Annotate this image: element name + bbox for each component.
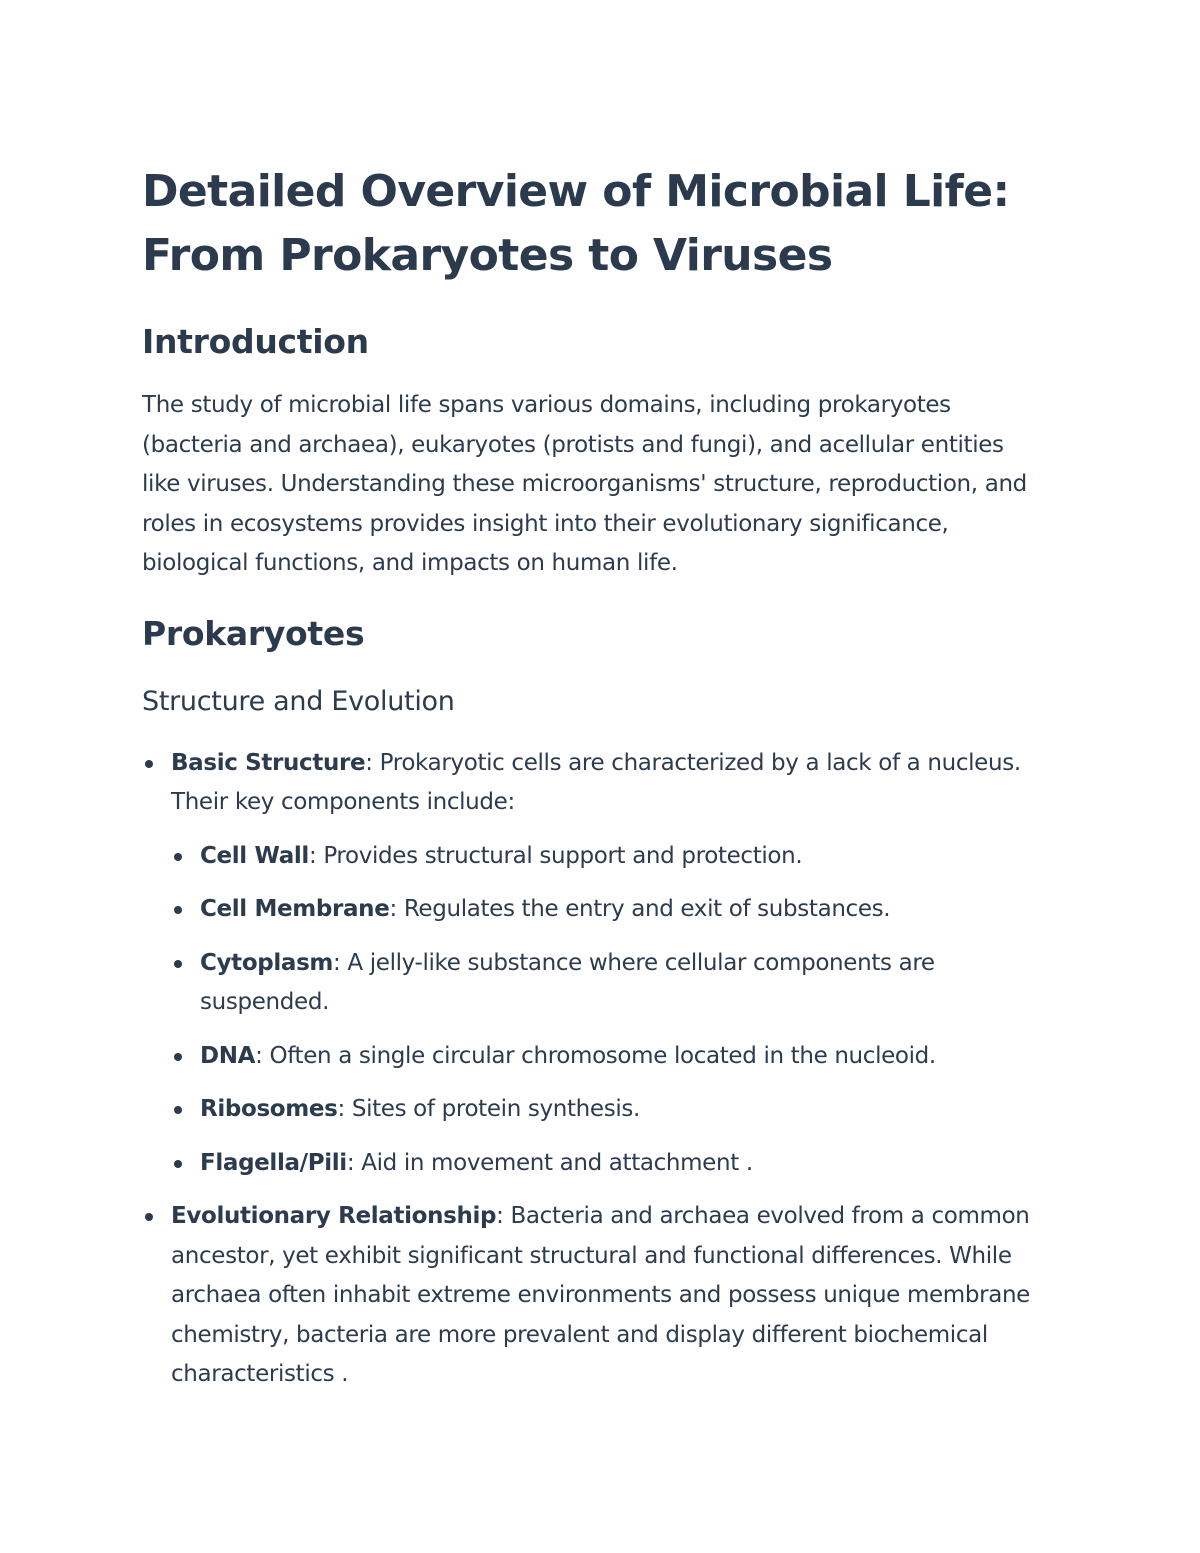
list-item-ribosomes — [171, 1090, 1042, 1130]
document-page — [142, 160, 1042, 1409]
document-title — [142, 160, 1042, 288]
flagella-pili-text: : Aid in movement and attachment . — [346, 1149, 753, 1176]
list-item-flagella-pili — [171, 1144, 1042, 1184]
term-evolutionary-relationship: Evolutionary Relationship — [171, 1203, 497, 1229]
list-item-basic-structure — [142, 744, 1042, 1184]
ribosomes-text: : Sites of protein synthesis. — [337, 1096, 640, 1122]
cell-wall-text: : Provides structural support and protection. — [308, 842, 803, 869]
title-line-1: Detailed Overview of Microbial Life: — [142, 166, 1010, 217]
bullet-icon — [145, 760, 153, 768]
term-flagella-pili: Flagella/Pili — [200, 1149, 347, 1176]
list-item-cell-membrane — [171, 890, 1042, 930]
term-cell-wall: Cell Wall — [200, 842, 309, 869]
list-item-cytoplasm — [171, 944, 1042, 1023]
prokaryotes-heading: Prokaryotes — [142, 613, 365, 653]
evolutionary-relationship-text: : Bacteria and archaea evolved from a common ancestor, yet exhibit significant structural and functional differences. While archaea often inhabit extreme environments and possess unique membrane chemistry, bacteria are more prevalent and display different biochemical characteristics . — [171, 1203, 1030, 1387]
bullet-icon — [174, 1160, 182, 1168]
cell-membrane-text: : Regulates the entry and exit of substances. — [389, 896, 891, 922]
bullet-icon — [174, 853, 182, 861]
prokaryote-list — [142, 744, 1042, 1395]
bullet-icon — [174, 906, 182, 914]
dna-text: : Often a single circular chromosome located in the nucleoid. — [255, 1042, 936, 1069]
list-item-evolutionary-relationship — [142, 1197, 1042, 1395]
term-basic-structure: Basic Structure — [171, 749, 366, 776]
term-dna: DNA — [200, 1042, 256, 1069]
cytoplasm-text: : A jelly-like substance where cellular components are suspended. — [200, 949, 935, 1015]
bullet-icon — [174, 1053, 182, 1061]
title-line-2: From Prokaryotes to Viruses — [142, 230, 833, 281]
bullet-icon — [174, 1106, 182, 1114]
term-cell-membrane: Cell Membrane — [200, 896, 390, 922]
bullet-icon — [174, 960, 182, 968]
basic-structure-text: : Prokaryotic cells are characterized by a lack of a nucleus. Their key components include: — [171, 749, 1021, 815]
term-cytoplasm: Cytoplasm — [200, 949, 334, 976]
list-item-dna — [171, 1037, 1042, 1077]
list-item-cell-wall — [171, 837, 1042, 877]
structure-evolution-subheading: Structure and Evolution — [142, 685, 455, 717]
introduction-paragraph: The study of microbial life spans various domains, including prokaryotes (bacteria and archaea), eukaryotes (protists and fungi), and acellular entities like viruses. Understanding these microorganisms' structure, reproduction, and roles in ecosystems provides insight into their evolutionary significance, biological functions, and impacts on human life. — [142, 392, 1027, 576]
introduction-heading: Introduction — [142, 322, 369, 361]
bullet-icon — [145, 1213, 153, 1221]
term-ribosomes: Ribosomes — [200, 1096, 338, 1122]
components-list — [171, 837, 1042, 1184]
